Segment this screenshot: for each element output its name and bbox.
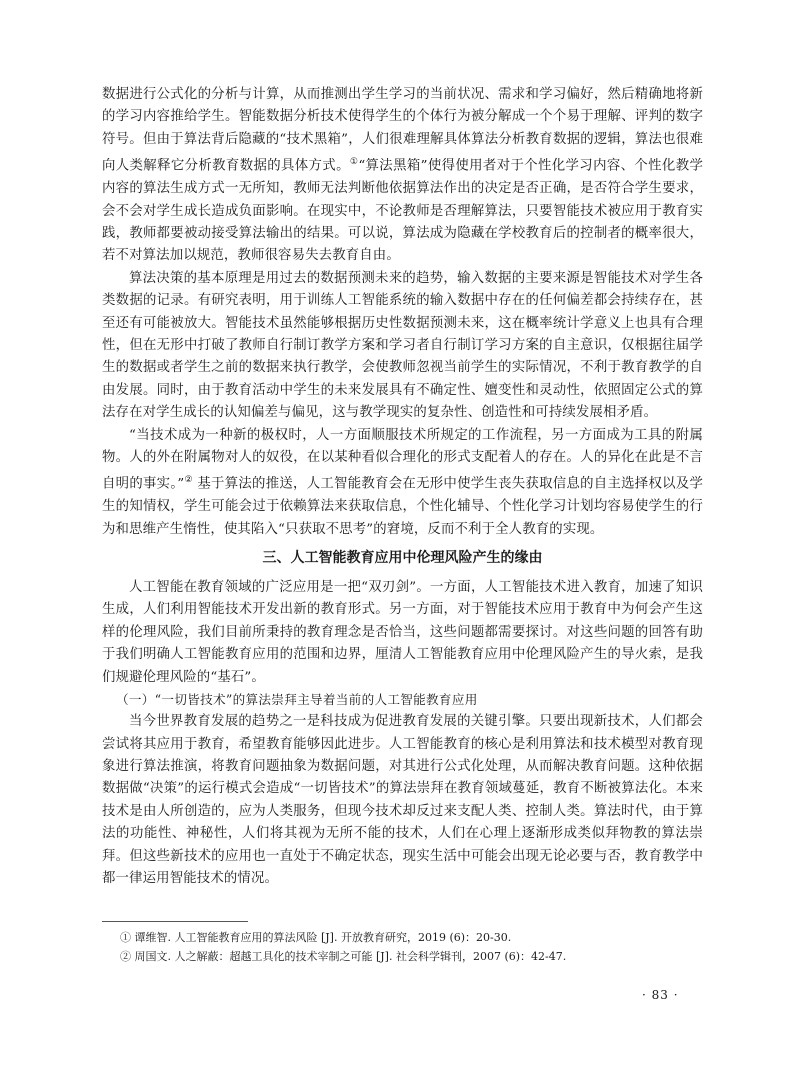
paragraph-1 — [102, 84, 703, 268]
footnote-2: ② 周国文. 人之解蔽：超越工具化的技术宰制之可能 [J]. 社会科学辑刊，2007 (6)：42-47. — [120, 950, 567, 963]
section-heading: 三、人工智能教育应用中伦理风险产生的缘由 — [262, 550, 543, 567]
paragraph-1-text: 数据进行公式化的分析与计算，从而推测出学生学习的当前状况、需求和学习偏好，然后精确地将新的学习内容推给学生。智能数据分析技术使得学生的个体行为被分解成一个个易于理解、评判的数字符号。但由于算法背后隐藏的“技术黑箱”，人们很难理解具体算法分析教育数据的逻辑，算法也很难向人类解释它分析教育数据的具体方式。 — [102, 87, 703, 174]
paragraph-5: 当今世界教育发展的趋势之一是科技成为促进教育发展的关键引擎。只要出现新技术，人们都会尝试将其应用于教育，希望教育能够因此进步。人工智能教育的核心是利用算法和技术模型对教育现象进行算法推演，将教育问题抽象为数据问题，对其进行公式化处理，从而解决教育问题。这种依据数据做“决策”的运行模式会造成“一切皆技术”的算法崇拜在教育领域蔓延，教育不断被算法化。本来技术是由人所创造的，应为人类服务，但现今技术却反过来支配人类、控制人类。算法时代，由于算法的功能性、神秘性，人们将其视为无所不能的技术，人们在心理上逐渐形成类似拜物教的算法崇拜。但这些新技术的应用也一直处于不确定状态，现实生活中可能会出现无论必要与否，教育教学中都一律运用智能技术的情况。 — [102, 714, 703, 886]
footnote-divider — [102, 921, 248, 922]
footnotes — [102, 928, 703, 966]
paragraph-3 — [102, 425, 703, 542]
paragraph-3-text-cont: 基于算法的推送，人工智能教育会在无形中使学生丧失获取信息的自主选择权以及学生的知情权，学生可能会过于依赖算法来获取信息，个性化辅导、个性化学习计划均容易使学生的行为和思维产生惰性，使其陷入“只获取不思考”的窘境，反而不利于全人教育的实现。 — [102, 476, 703, 537]
footnote-ref-2[interactable]: ② — [184, 475, 193, 486]
paragraph-4: 人工智能在教育领域的广泛应用是一把“双刃剑”。一方面，人工智能技术进入教育，加速了知识生成，人们利用智能技术开发出新的教育形式。另一方面，对于智能技术应用于教育中为何会产生这样的伦理风险，我们目前所秉持的教育理念是否恰当，这些问题都需要探讨。对这些问题的回答有助于我们明确人工智能教育应用的范围和边界，厘清人工智能教育应用中伦理风险产生的导火索，是我们规避伦理风险的“基石”。 — [102, 580, 703, 685]
page-number: · 83 · — [642, 988, 679, 1002]
article-body — [102, 84, 703, 890]
footnote-ref-1[interactable]: ① — [349, 157, 359, 168]
subsection-heading: （一）“一切皆技术”的算法崇拜主导着当前的人工智能教育应用 — [116, 692, 478, 708]
paragraph-2: 算法决策的基本原理是用过去的数据预测未来的趋势，输入数据的主要来源是智能技术对学生各类数据的记录。有研究表明，用于训练人工智能系统的输入数据中存在的任何偏差都会持续存在，甚至还有可能被放大。智能技术虽然能够根据历史性数据预测未来，这在概率统计学意义上也具有合理性，但在无形中打破了教师自行制订教学方案和学习者自行制订学习方案的自主意识，仅根据往届学生的数据或者学生之前的数据来执行教学，会使教师忽视当前学生的实际情况，不利于教育教学的自由发展。同时，由于教育活动中学生的未来发展具有不确定性、嬗变性和灵动性，依照固定公式的算法存在对学生成长的认知偏差与偏见，这与教学现实的复杂性、创造性和可持续发展相矛盾。 — [102, 270, 703, 421]
paragraph-1-text-cont: “算法黑箱”使得使用者对于个性化学习内容、个性化教学内容的算法生成方式一无所知，教师无法判断他依据算法作出的决定是否正确，是否符合学生要求，会不会对学生成长造成负面影响。在现实中，不论教师是否理解算法，只要智能技术被应用于教育实践，教师都要被动接受算法输出的结果。可以说，算法成为隐藏在学校教育后的控制者的概率很大，若不对算法加以规范，教师很容易失去教育自由。 — [102, 158, 704, 264]
footnote-1: ① 谭维智. 人工智能教育应用的算法风险 [J]. 开放教育研究，2019 (6)：20-30. — [120, 931, 512, 944]
paragraph-3-quote: “当技术成为一种新的极权时，人一方面顺服技术所规定的工作流程，另一方面成为工具的附属物。人的外在附属物对人的奴役，在以某种看似合理化的形式支配着人的存在。人的异化在此是不言自明的事实。” — [102, 427, 703, 492]
